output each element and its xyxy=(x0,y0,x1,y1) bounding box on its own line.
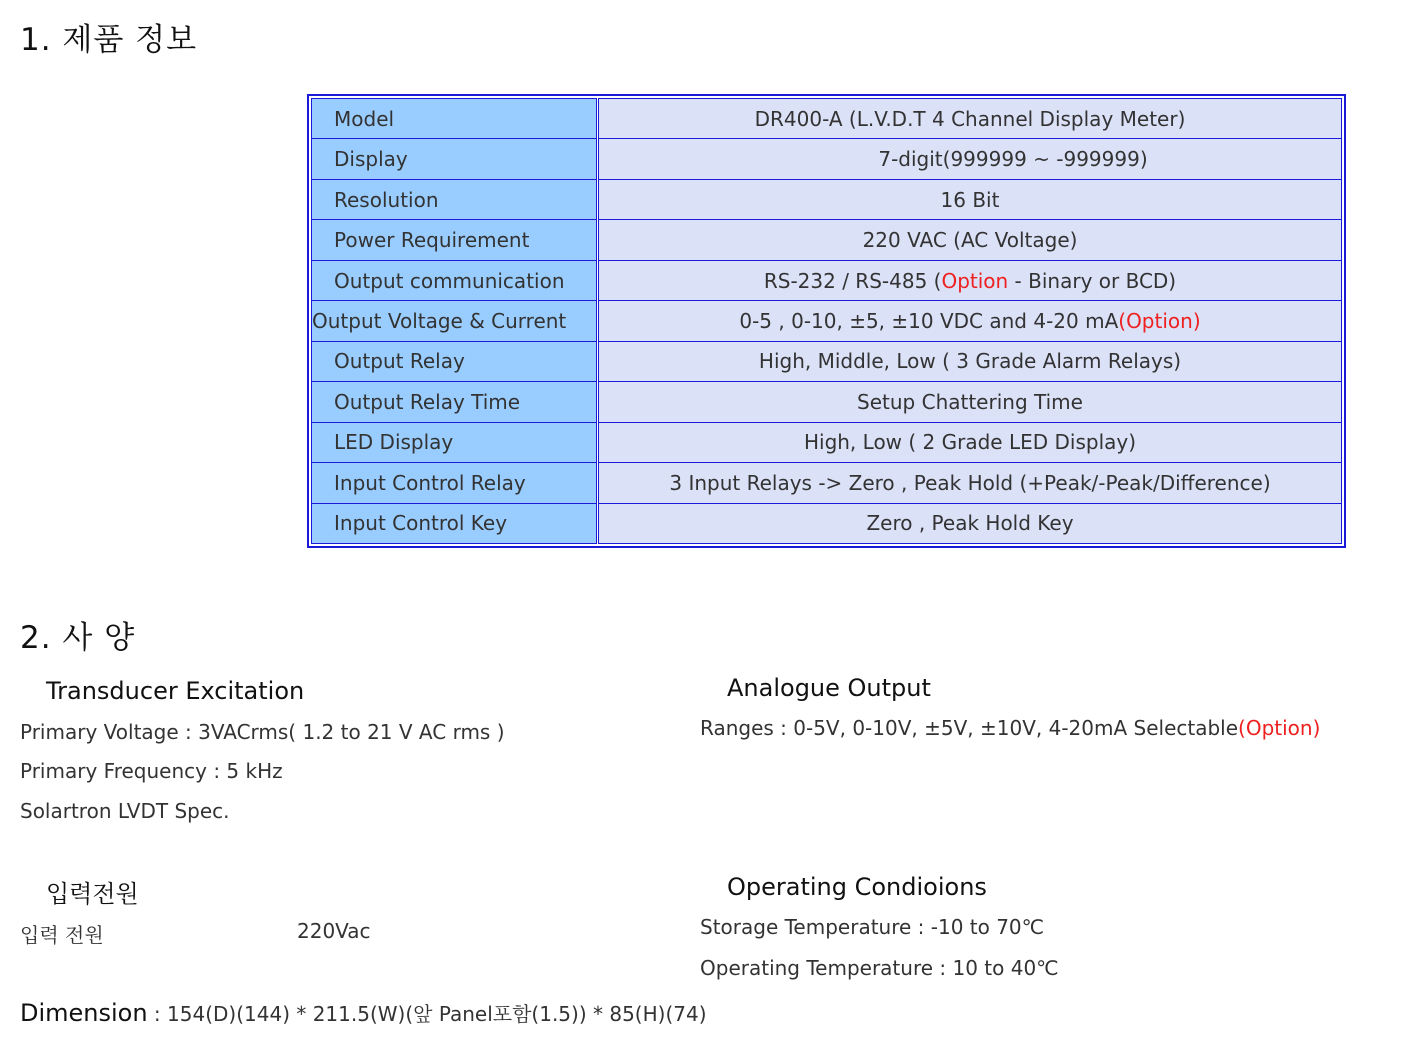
spec-label-input-control-key: Input Control Key xyxy=(312,503,598,543)
spec-label-resolution: Resolution xyxy=(312,179,598,219)
spec-value-output-communication xyxy=(598,260,1342,300)
spec-value-model: DR400-A (L.V.D.T 4 Channel Display Meter) xyxy=(598,99,1342,139)
spec-label-output-relay: Output Relay xyxy=(312,341,598,381)
dimension-line xyxy=(20,998,707,1027)
spec-label-display: Display xyxy=(312,139,598,179)
operating-temperature-text: Operating Temperature : 10 to 40℃ xyxy=(700,956,1059,980)
table-row xyxy=(312,382,1342,422)
spec-value-pre: RS-232 / RS-485 ( xyxy=(763,268,942,293)
lvdt-spec-text: Solartron LVDT Spec. xyxy=(20,799,230,823)
spec-value-input-control-key: Zero , Peak Hold Key xyxy=(598,503,1342,543)
table-row xyxy=(312,260,1342,300)
spec-value-pre: 0-5 , 0-10, ±5, ±10 VDC and 4-20 mA xyxy=(739,308,1119,333)
operating-conditions-heading: Operating Condioions xyxy=(727,873,987,901)
option-tag: Option xyxy=(941,268,1009,293)
table-row xyxy=(312,503,1342,543)
transducer-heading: Transducer Excitation xyxy=(46,677,305,705)
table-row xyxy=(312,99,1342,139)
spec-label-model: Model xyxy=(312,99,598,139)
spec-value-resolution: 16 Bit xyxy=(598,179,1342,219)
product-info-table xyxy=(307,94,1346,548)
table-row xyxy=(312,341,1342,381)
storage-temperature-text: Storage Temperature : -10 to 70℃ xyxy=(700,915,1045,939)
analogue-ranges xyxy=(700,716,1320,740)
primary-frequency-text: Primary Frequency : 5 kHz xyxy=(20,759,283,783)
spec-value-output-relay: High, Middle, Low ( 3 Grade Alarm Relays) xyxy=(598,341,1342,381)
input-power-label: 입력 전원 xyxy=(20,923,104,947)
table-row xyxy=(312,139,1342,179)
dimension-label: Dimension xyxy=(20,999,148,1027)
table-row xyxy=(312,422,1342,462)
input-power-value: 220Vac xyxy=(297,919,371,943)
spec-value-input-control-relay: 3 Input Relays -> Zero , Peak Hold (+Peak/-Peak/Difference) xyxy=(598,463,1342,503)
analogue-ranges-text: Ranges : 0-5V, 0-10V, ±5V, ±10V, 4-20mA Selectable xyxy=(700,716,1239,740)
section-2-title: 2. 사 양 xyxy=(20,620,136,656)
table-row xyxy=(312,220,1342,260)
option-tag: (Option) xyxy=(1118,308,1201,333)
spec-label-output-voltage-current: Output Voltage & Current xyxy=(312,301,598,341)
dimension-value: : 154(D)(144) * 211.5(W)(앞 Panel포함(1.5)) * 85(H)(74) xyxy=(147,1002,707,1026)
spec-value-output-voltage-current xyxy=(598,301,1342,341)
table-row xyxy=(312,179,1342,219)
spec-value-output-relay-time: Setup Chattering Time xyxy=(598,382,1342,422)
spec-label-power: Power Requirement xyxy=(312,220,598,260)
spec-value-post: - Binary or BCD) xyxy=(1008,268,1177,293)
spec-value-display-text: 7-digit(999999 ~ -999999) xyxy=(878,147,1148,172)
table-row xyxy=(312,463,1342,503)
analogue-output-heading: Analogue Output xyxy=(727,674,931,702)
spec-label-input-control-relay: Input Control Relay xyxy=(312,463,598,503)
spec-label-output-communication: Output communication xyxy=(312,260,598,300)
spec-value-display xyxy=(598,139,1342,179)
spec-value-power: 220 VAC (AC Voltage) xyxy=(598,220,1342,260)
section-1-title: 1. 제품 정보 xyxy=(20,22,198,58)
spec-table xyxy=(311,98,1342,544)
spec-value-led-display: High, Low ( 2 Grade LED Display) xyxy=(598,422,1342,462)
spec-label-output-relay-time: Output Relay Time xyxy=(312,382,598,422)
primary-voltage-text: Primary Voltage : 3VACrms( 1.2 to 21 V AC rms ) xyxy=(20,720,505,744)
input-power-heading: 입력전원 xyxy=(46,880,139,908)
option-tag: (Option) xyxy=(1238,716,1321,740)
table-row xyxy=(312,301,1342,341)
spec-label-led-display: LED Display xyxy=(312,422,598,462)
